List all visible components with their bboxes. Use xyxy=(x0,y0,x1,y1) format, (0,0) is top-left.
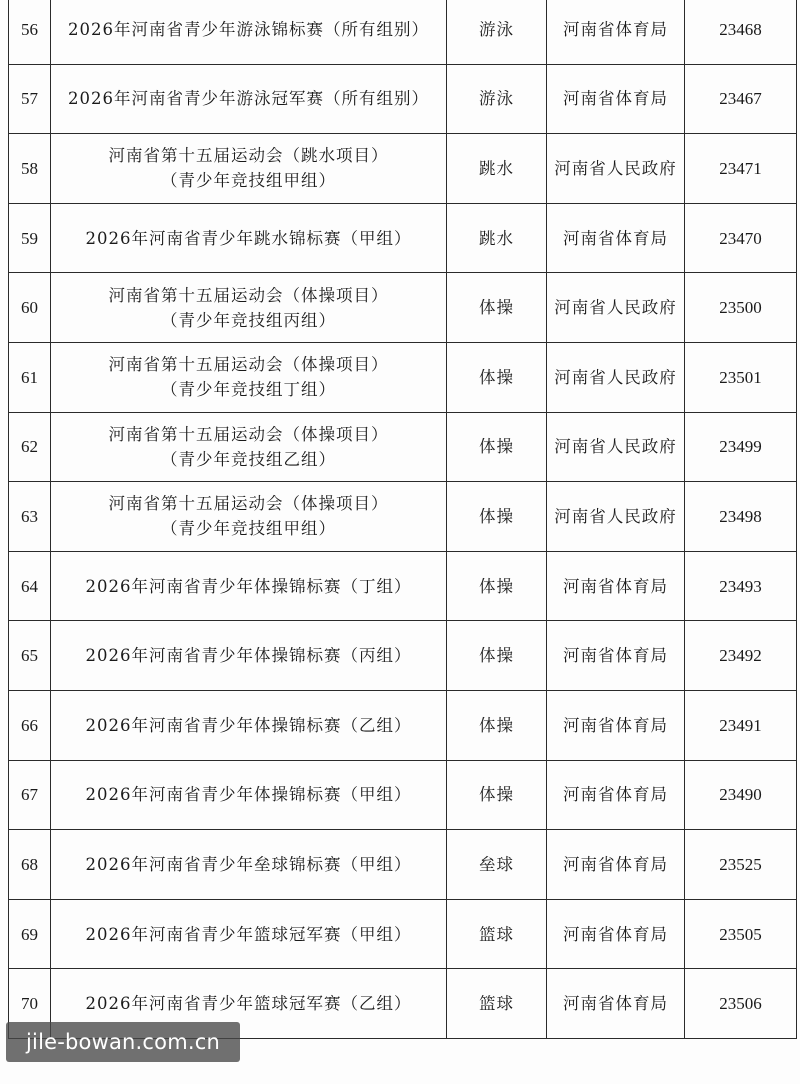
event-name xyxy=(51,0,447,64)
sport-type: 篮球 xyxy=(447,899,547,969)
table-row xyxy=(9,0,797,64)
event-name-line: 河南省第十五届运动会（体操项目） xyxy=(108,285,389,305)
organizer: 河南省人民政府 xyxy=(547,412,685,482)
event-name xyxy=(51,690,447,760)
event-code: 23490 xyxy=(685,760,797,830)
organizer: 河南省体育局 xyxy=(547,203,685,273)
event-code: 23470 xyxy=(685,203,797,273)
row-number: 66 xyxy=(9,690,51,760)
row-number: 61 xyxy=(9,342,51,412)
event-name-line: 2026年河南省青少年体操锦标赛（丙组） xyxy=(85,646,412,666)
event-name xyxy=(51,899,447,969)
event-code: 23468 xyxy=(685,0,797,64)
event-code: 23471 xyxy=(685,134,797,204)
sport-type: 跳水 xyxy=(447,203,547,273)
table-row xyxy=(9,899,797,969)
table-row xyxy=(9,690,797,760)
row-number: 58 xyxy=(9,134,51,204)
row-number: 65 xyxy=(9,621,51,691)
event-name-line: 2026年河南省青少年游泳锦标赛（所有组别） xyxy=(68,19,429,39)
table-row xyxy=(9,830,797,900)
organizer: 河南省人民政府 xyxy=(547,134,685,204)
sport-type: 篮球 xyxy=(447,969,547,1039)
event-name xyxy=(51,134,447,204)
table-row xyxy=(9,760,797,830)
organizer: 河南省体育局 xyxy=(547,760,685,830)
organizer: 河南省人民政府 xyxy=(547,342,685,412)
row-number: 67 xyxy=(9,760,51,830)
event-name-line: （青少年竞技组丙组） xyxy=(161,310,336,330)
event-name-line: 2026年河南省青少年垒球锦标赛（甲组） xyxy=(85,854,412,874)
event-name xyxy=(51,342,447,412)
organizer: 河南省体育局 xyxy=(547,0,685,64)
event-name-line: 2026年河南省青少年篮球冠军赛（乙组） xyxy=(85,994,412,1014)
row-number: 56 xyxy=(9,0,51,64)
event-name xyxy=(51,482,447,552)
event-name-line: 2026年河南省青少年体操锦标赛（丁组） xyxy=(85,576,412,596)
event-code: 23491 xyxy=(685,690,797,760)
event-name xyxy=(51,64,447,134)
event-code: 23500 xyxy=(685,273,797,343)
sport-type: 垒球 xyxy=(447,830,547,900)
organizer: 河南省体育局 xyxy=(547,830,685,900)
organizer: 河南省体育局 xyxy=(547,621,685,691)
sport-type: 跳水 xyxy=(447,134,547,204)
sport-type: 体操 xyxy=(447,621,547,691)
event-name xyxy=(51,412,447,482)
row-number: 63 xyxy=(9,482,51,552)
organizer: 河南省体育局 xyxy=(547,551,685,621)
event-code: 23506 xyxy=(685,969,797,1039)
event-code: 23498 xyxy=(685,482,797,552)
table-row xyxy=(9,342,797,412)
organizer: 河南省体育局 xyxy=(547,899,685,969)
event-name-line: 河南省第十五届运动会（体操项目） xyxy=(108,424,389,444)
row-number: 68 xyxy=(9,830,51,900)
event-name-line: 2026年河南省青少年体操锦标赛（甲组） xyxy=(85,785,412,805)
row-number: 57 xyxy=(9,64,51,134)
event-name-line: （青少年竞技组丁组） xyxy=(161,380,336,400)
event-name-line: 河南省第十五届运动会（体操项目） xyxy=(108,494,389,514)
sport-type: 游泳 xyxy=(447,64,547,134)
organizer: 河南省体育局 xyxy=(547,64,685,134)
sport-type: 体操 xyxy=(447,551,547,621)
sport-type: 体操 xyxy=(447,690,547,760)
row-number: 59 xyxy=(9,203,51,273)
organizer: 河南省体育局 xyxy=(547,690,685,760)
event-code: 23501 xyxy=(685,342,797,412)
event-name-line: （青少年竞技组乙组） xyxy=(161,449,336,469)
event-code: 23467 xyxy=(685,64,797,134)
event-name xyxy=(51,551,447,621)
sport-type: 游泳 xyxy=(447,0,547,64)
table-row xyxy=(9,64,797,134)
organizer: 河南省人民政府 xyxy=(547,273,685,343)
event-name-line: 2026年河南省青少年篮球冠军赛（甲组） xyxy=(85,924,412,944)
event-name xyxy=(51,203,447,273)
table-row xyxy=(9,412,797,482)
event-name xyxy=(51,830,447,900)
table-row xyxy=(9,273,797,343)
sport-type: 体操 xyxy=(447,760,547,830)
event-name-line: 河南省第十五届运动会（跳水项目） xyxy=(108,146,389,166)
table-row xyxy=(9,134,797,204)
row-number: 70 xyxy=(9,969,51,1039)
event-name-line: 河南省第十五届运动会（体操项目） xyxy=(108,355,389,375)
table-row xyxy=(9,203,797,273)
sport-type: 体操 xyxy=(447,482,547,552)
event-code: 23493 xyxy=(685,551,797,621)
table-row xyxy=(9,621,797,691)
events-table-body xyxy=(9,0,797,1038)
event-name-line: 2026年河南省青少年跳水锦标赛（甲组） xyxy=(85,228,412,248)
row-number: 69 xyxy=(9,899,51,969)
row-number: 60 xyxy=(9,273,51,343)
event-name-line: （青少年竞技组甲组） xyxy=(161,519,336,539)
event-name-line: 2026年河南省青少年游泳冠军赛（所有组别） xyxy=(68,89,429,109)
event-name-line: （青少年竞技组甲组） xyxy=(161,171,336,191)
site-watermark: jile-bowan.com.cn xyxy=(6,1022,240,1062)
event-code: 23499 xyxy=(685,412,797,482)
event-name xyxy=(51,760,447,830)
event-name-line: 2026年河南省青少年体操锦标赛（乙组） xyxy=(85,715,412,735)
organizer: 河南省体育局 xyxy=(547,969,685,1039)
table-row xyxy=(9,551,797,621)
event-name xyxy=(51,621,447,691)
table-row xyxy=(9,482,797,552)
event-code: 23492 xyxy=(685,621,797,691)
sport-type: 体操 xyxy=(447,412,547,482)
events-table xyxy=(8,0,797,1039)
event-name xyxy=(51,273,447,343)
organizer: 河南省人民政府 xyxy=(547,482,685,552)
event-code: 23505 xyxy=(685,899,797,969)
row-number: 62 xyxy=(9,412,51,482)
sport-type: 体操 xyxy=(447,273,547,343)
sport-type: 体操 xyxy=(447,342,547,412)
row-number: 64 xyxy=(9,551,51,621)
event-code: 23525 xyxy=(685,830,797,900)
